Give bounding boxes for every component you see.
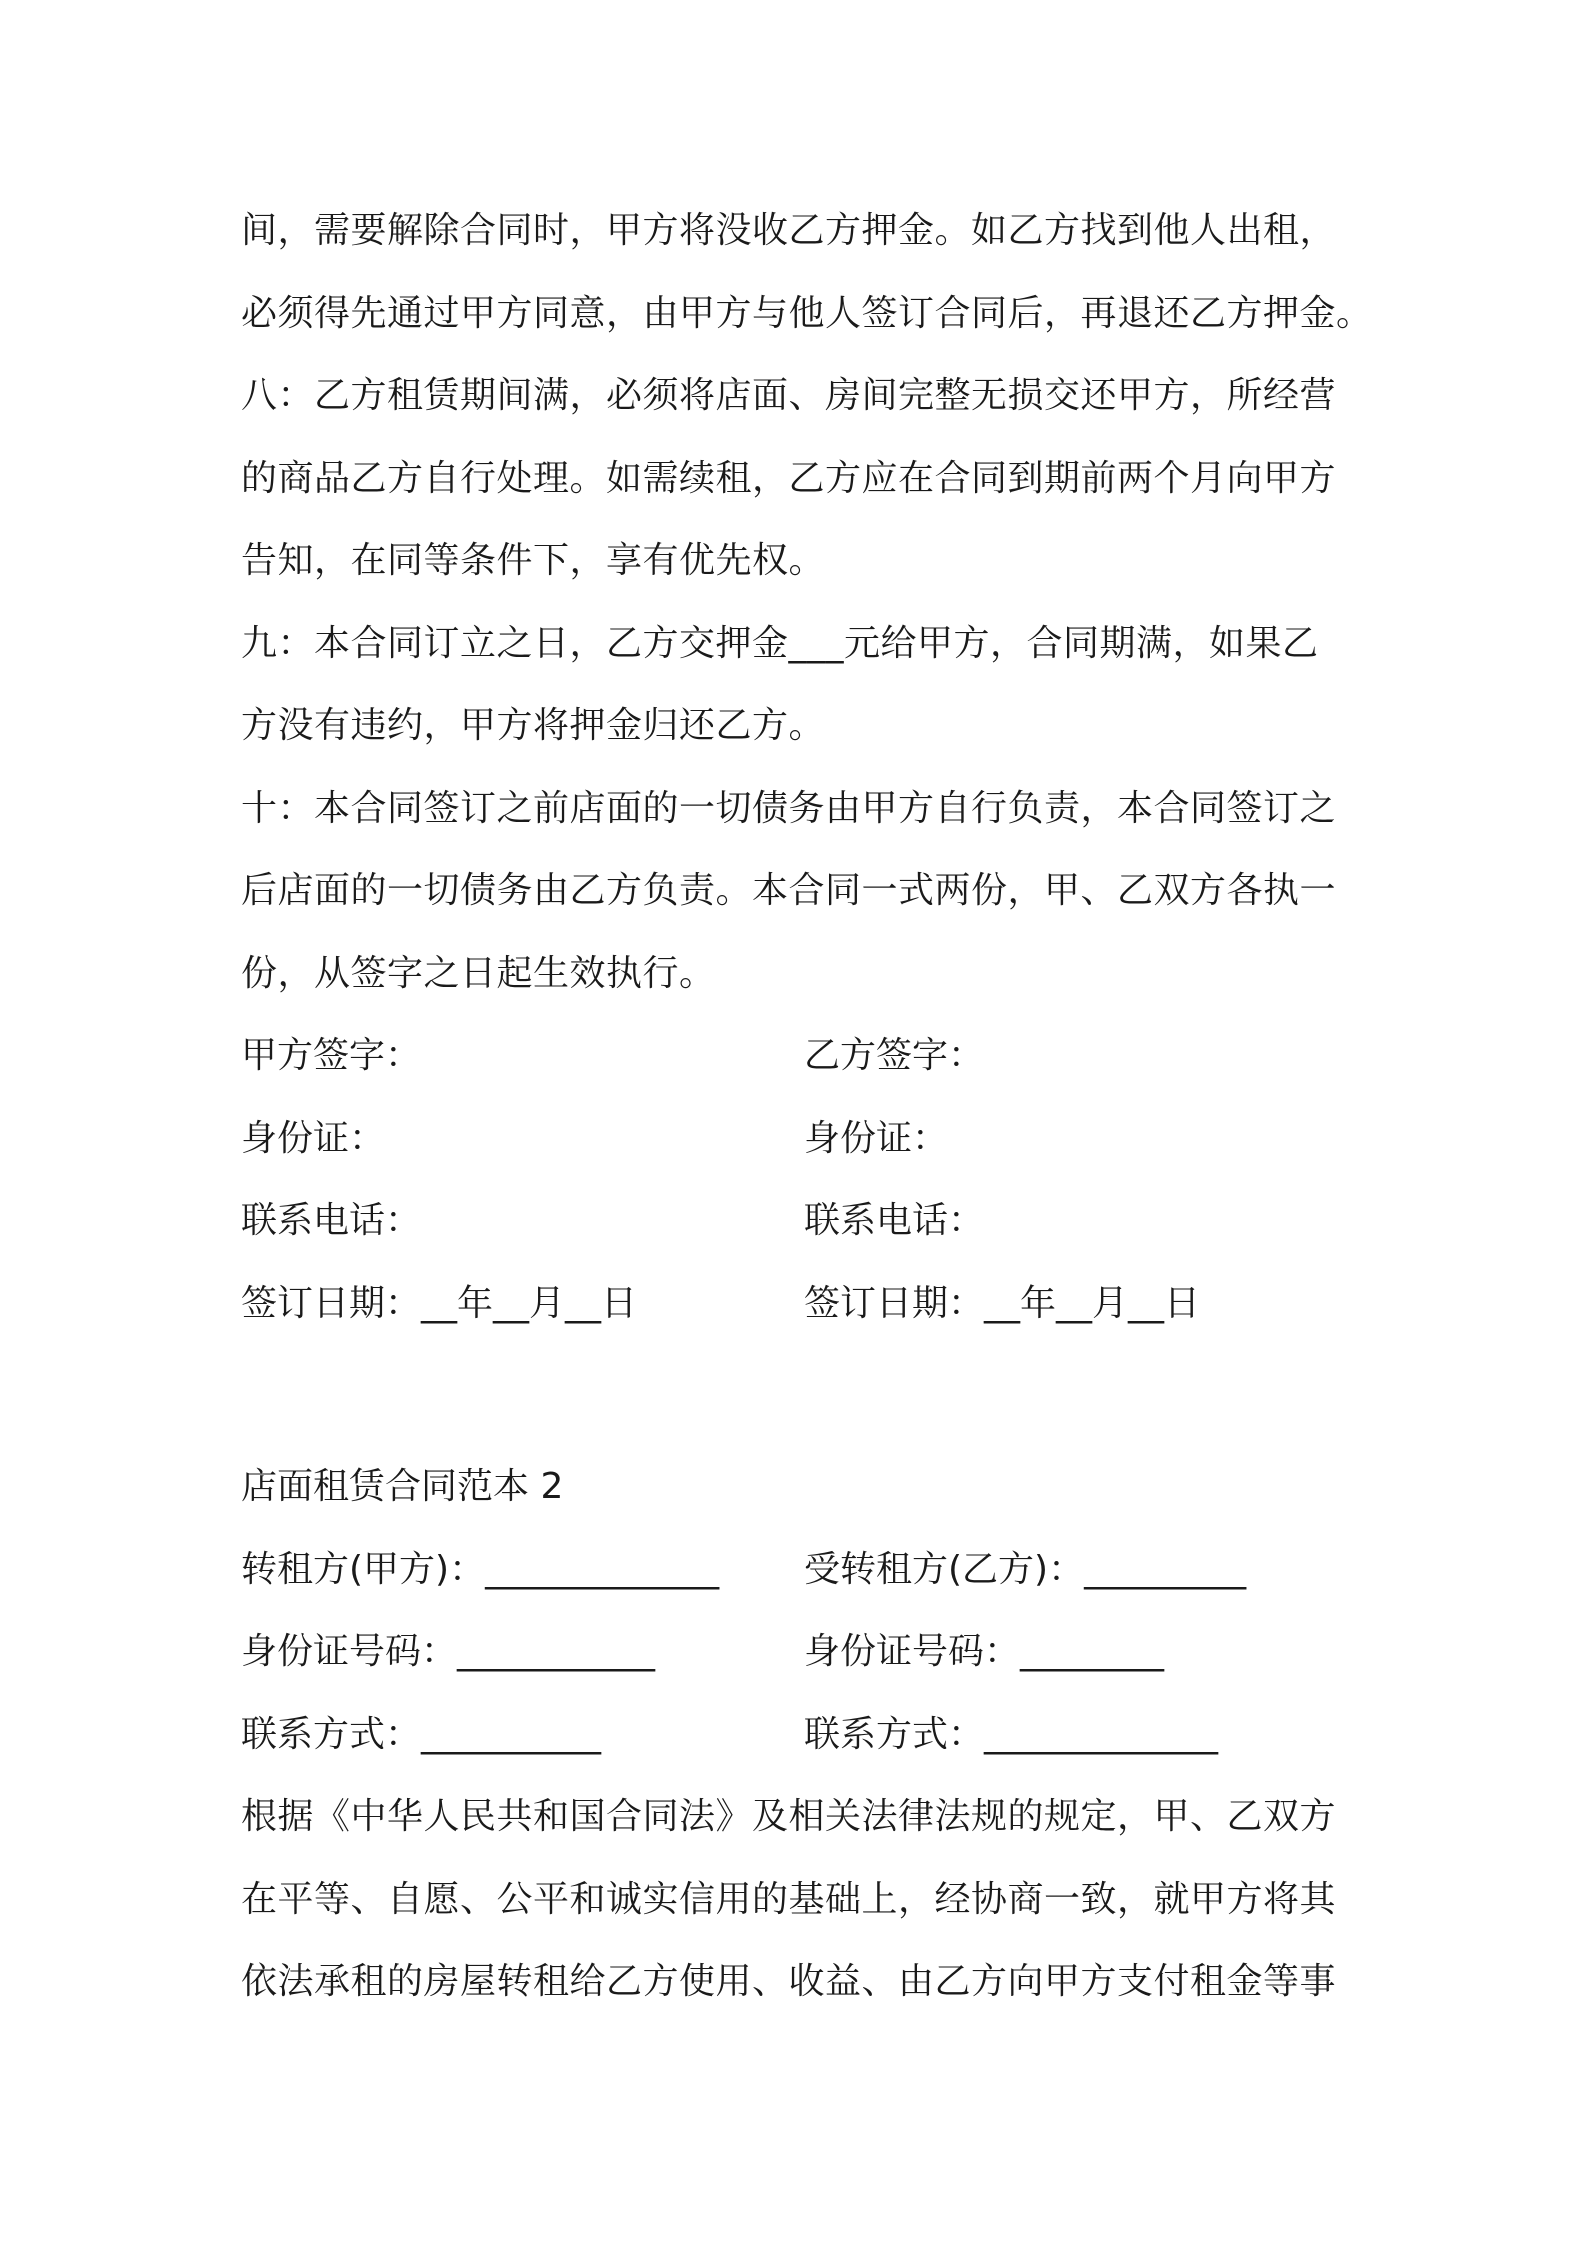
sublessee-contact-field: 联系方式：_____________ <box>804 1713 1219 1755</box>
party-row <box>241 1529 1353 1612</box>
text-line: 的商品乙方自行处理。如需续租，乙方应在合同到期前两个月向甲方 <box>241 457 1337 499</box>
text-line: 份，从签字之日起生效执行。 <box>241 952 716 994</box>
contact-row <box>241 1694 1353 1777</box>
sublessee-field: 受转租方(乙方)：_________ <box>804 1548 1247 1590</box>
party-b-date-label: 签订日期：__年__月__日 <box>804 1282 1201 1324</box>
party-a-phone-label: 联系电话： <box>241 1200 422 1241</box>
text-line: 必须得先通过甲方同意，由甲方与他人签订合同后，再退还乙方押金。 <box>241 292 1373 334</box>
sublessee-id-field: 身份证号码：________ <box>804 1631 1165 1672</box>
text-line: 根据《中华人民共和国合同法》及相关法律法规的规定，甲、乙双方 <box>241 1796 1337 1837</box>
contract-preamble <box>241 1776 1353 2024</box>
text-line: 依法承租的房屋转租给乙方使用、收益、由乙方向甲方支付租金等事 <box>241 1961 1337 2002</box>
text-line: 方没有违约，甲方将押金归还乙方。 <box>241 705 826 746</box>
phone-row <box>241 1180 1353 1263</box>
section-title-text: 店面租赁合同范本 2 <box>241 1466 564 1507</box>
contract-clauses <box>241 190 1373 1015</box>
text-line: 八：乙方租赁期间满，必须将店面、房间完整无损交还甲方，所经营 <box>241 375 1337 416</box>
sublessor-contact-field: 联系方式：__________ <box>241 1713 602 1755</box>
party-a-signature-label: 甲方签字： <box>241 1035 422 1076</box>
text-line: 在平等、自愿、公平和诚实信用的基础上，经协商一致，就甲方将其 <box>241 1878 1337 1920</box>
text-line: 九：本合同订立之日，乙方交押金___元给甲方，合同期满，如果乙 <box>241 622 1319 664</box>
party-b-phone-label: 联系电话： <box>804 1200 985 1241</box>
date-row <box>241 1263 1353 1346</box>
sublessor-id-field: 身份证号码：___________ <box>241 1631 656 1672</box>
party-b-id-label: 身份证： <box>804 1117 949 1159</box>
text-line: 后店面的一切债务由乙方负责。本合同一式两份，甲、乙双方各执一 <box>241 870 1337 911</box>
id-number-row <box>241 1611 1353 1694</box>
party-a-date-label: 签订日期：__年__月__日 <box>241 1282 638 1324</box>
section-title <box>241 1446 1353 1529</box>
text-line: 间，需要解除合同时，甲方将没收乙方押金。如乙方找到他人出租， <box>241 210 1337 251</box>
signature-row <box>241 1015 1353 1098</box>
text-line: 十：本合同签订之前店面的一切债务由甲方自行负责，本合同签订之 <box>241 787 1337 829</box>
id-row <box>241 1098 1353 1181</box>
sublessor-field: 转租方(甲方)：_____________ <box>241 1548 720 1590</box>
party-a-id-label: 身份证： <box>241 1117 386 1159</box>
text-line: 告知，在同等条件下，享有优先权。 <box>241 540 826 581</box>
party-b-signature-label: 乙方签字： <box>804 1035 985 1076</box>
